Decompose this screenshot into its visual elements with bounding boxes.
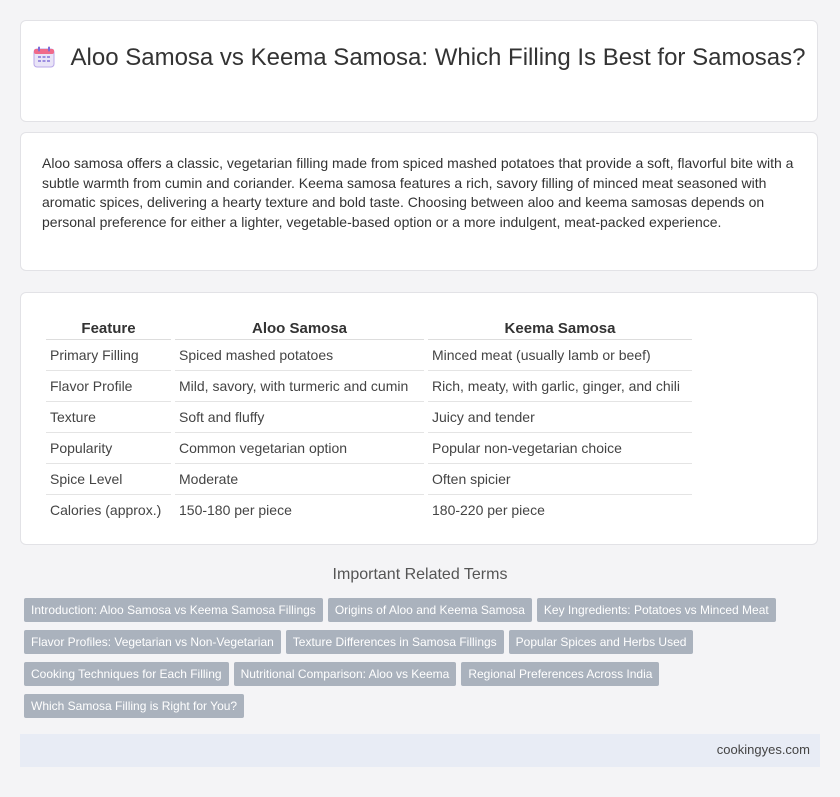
related-term-tag[interactable]: Flavor Profiles: Vegetarian vs Non-Vegetarian	[24, 630, 281, 654]
table-row	[46, 371, 692, 402]
related-terms-list	[24, 598, 814, 726]
related-term-tag[interactable]: Nutritional Comparison: Aloo vs Keema	[234, 662, 457, 686]
table-row	[46, 402, 692, 433]
page-title-wrap	[21, 43, 817, 73]
table-cell: Spiced mashed potatoes	[175, 340, 424, 371]
table-cell: Flavor Profile	[46, 371, 171, 402]
table-cell: Primary Filling	[46, 340, 171, 371]
related-term-tag[interactable]: Introduction: Aloo Samosa vs Keema Samosa Fillings	[24, 598, 323, 622]
page-title: Aloo Samosa vs Keema Samosa: Which Filling Is Best for Samosas?	[70, 44, 806, 71]
table-cell: Spice Level	[46, 464, 171, 495]
table-cell: Calories (approx.)	[50, 502, 162, 518]
table-header-row	[46, 315, 692, 340]
table-row	[46, 340, 692, 371]
table-cell: Rich, meaty, with garlic, ginger, and chili	[428, 371, 692, 402]
table-cell: Mild, savory, with turmeric and cumin	[175, 371, 424, 402]
related-term-tag[interactable]: Regional Preferences Across India	[461, 662, 659, 686]
related-term-tag[interactable]: Key Ingredients: Potatoes vs Minced Meat	[537, 598, 776, 622]
related-term-tag[interactable]: Which Samosa Filling is Right for You?	[24, 694, 244, 718]
table-cell: Soft and fluffy	[175, 402, 424, 433]
table-cell: Moderate	[175, 464, 424, 495]
table-cell: Often spicier	[428, 464, 692, 495]
table-cell: 180-220 per piece	[432, 502, 545, 518]
related-term-tag[interactable]: Texture Differences in Samosa Fillings	[286, 630, 504, 654]
footer	[20, 734, 820, 767]
footer-site-link[interactable]: cookingyes.com	[716, 742, 810, 757]
table-header-aloo: Aloo Samosa	[175, 315, 424, 340]
table-header-feature: Feature	[46, 315, 171, 340]
related-term-tag[interactable]: Popular Spices and Herbs Used	[509, 630, 694, 654]
table-row	[46, 495, 692, 525]
table-cell: Popularity	[46, 433, 171, 464]
related-term-tag[interactable]: Cooking Techniques for Each Filling	[24, 662, 229, 686]
comparison-card	[20, 292, 818, 545]
table-cell: Texture	[46, 402, 171, 433]
table-cell: Juicy and tender	[428, 402, 692, 433]
related-terms-title: Important Related Terms	[332, 566, 508, 583]
related-term-tag[interactable]: Origins of Aloo and Keema Samosa	[328, 598, 532, 622]
intro-paragraph: Aloo samosa offers a classic, vegetarian filling made from spiced mashed potatoes that provide a soft, flavorful bite with a subtle warmth from cumin and coriander. Keema samosa features a rich, savory filling of minced meat seasoned with aromatic spices, delivering a hearty texture and bold taste. Choosing between aloo and keema samosas depends on personal preference for either a lighter, vegetable-based option or a more indulgent, meat-packed experience.	[42, 155, 794, 231]
table-cell: 150-180 per piece	[179, 502, 292, 518]
table-cell: Common vegetarian option	[175, 433, 424, 464]
table-row	[46, 433, 692, 464]
table-header-keema: Keema Samosa	[428, 315, 692, 340]
header-card	[20, 20, 818, 122]
calendar-icon	[33, 46, 55, 68]
table-cell: Minced meat (usually lamb or beef)	[428, 340, 692, 371]
table-row	[46, 464, 692, 495]
table-cell: Popular non-vegetarian choice	[428, 433, 692, 464]
comparison-table	[42, 315, 696, 525]
intro-card	[20, 132, 818, 271]
